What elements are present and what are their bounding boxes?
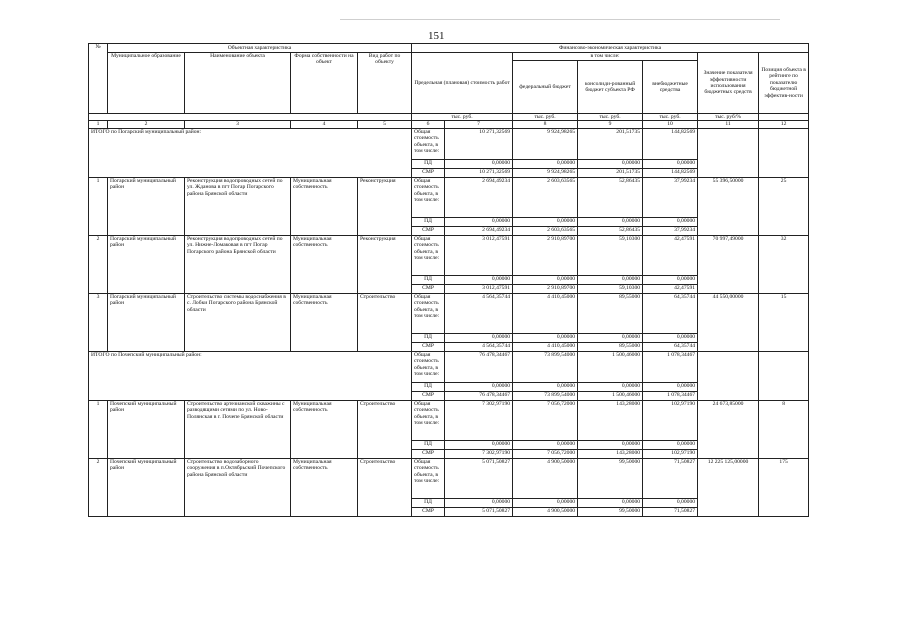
- column-number: 9: [578, 121, 643, 128]
- object-indicator: 55 396,50000: [698, 177, 759, 235]
- value-cell: 76 478,34467: [445, 351, 513, 382]
- value-cell: 0,00000: [445, 333, 513, 342]
- value-cell: 59,10300: [578, 284, 643, 293]
- object-indicator: 44 550,00000: [698, 293, 759, 351]
- column-number: 1: [89, 121, 108, 128]
- value-cell: 201,51735: [578, 168, 643, 177]
- value-cell: 0,00000: [445, 217, 513, 226]
- table-row: [89, 400, 809, 440]
- empty-cell: [759, 351, 809, 400]
- value-cell: 1 078,34467: [643, 391, 698, 400]
- value-cell: 0,00000: [643, 275, 698, 284]
- value-cell: 0,00000: [643, 217, 698, 226]
- value-cell: 89,55000: [578, 293, 643, 333]
- row-label-pd: ПД: [412, 382, 445, 391]
- value-cell: 4 900,50000: [513, 507, 578, 516]
- object-number: 2: [89, 235, 108, 293]
- header-consolidated: консолиди-рованный бюджет субъекта РФ: [578, 61, 643, 114]
- value-cell: 64,35744: [643, 293, 698, 333]
- value-cell: 9 924,98265: [513, 168, 578, 177]
- column-number: 12: [759, 121, 809, 128]
- value-cell: 1 500,46000: [578, 351, 643, 382]
- object-ownership: Муниципальная собственность: [291, 458, 358, 516]
- object-work-type: Строительство: [358, 458, 412, 516]
- value-cell: 2 694,49234: [445, 226, 513, 235]
- table-row: [89, 293, 809, 333]
- unit-cell: тыс. руб/%: [698, 114, 759, 121]
- value-cell: 0,00000: [578, 159, 643, 168]
- value-cell: 0,00000: [643, 382, 698, 391]
- value-cell: 102,97190: [643, 449, 698, 458]
- value-cell: 143,28000: [578, 449, 643, 458]
- object-name: Строительство системы водоснабжения в с. Лобки Погарского района Брянской области: [185, 293, 291, 351]
- value-cell: 0,00000: [578, 275, 643, 284]
- group-total-title: ИТОГО по Погарский муниципальный район:: [89, 128, 412, 177]
- object-work-type: Реконструкция: [358, 235, 412, 293]
- object-name: Строительство артезианской скважины с разводящими сетями по ул. Ново-Полянская в г. Почепе Брянской области: [185, 400, 291, 458]
- header-ownership: Форма собственности на объект: [291, 53, 358, 114]
- value-cell: 102,97190: [643, 400, 698, 440]
- value-cell: 4 564,35744: [445, 342, 513, 351]
- value-cell: 0,00000: [513, 159, 578, 168]
- value-cell: 2 910,89700: [513, 235, 578, 275]
- empty-cell: [698, 128, 759, 177]
- object-indicator: 24 673,85000: [698, 400, 759, 458]
- value-cell: 201,51735: [578, 128, 643, 159]
- column-number: 4: [291, 121, 358, 128]
- value-cell: 42,47591: [643, 235, 698, 275]
- row-label-pd: ПД: [412, 498, 445, 507]
- column-number: 8: [513, 121, 578, 128]
- object-municipality: Почепский муниципальный район: [108, 400, 185, 458]
- object-name: Реконструкция водопроводных сетей по ул. Жданова в пгт Погар Погарского района Брянской области: [185, 177, 291, 235]
- object-rank: 25: [759, 177, 809, 235]
- value-cell: 0,00000: [643, 440, 698, 449]
- row-label-pd: ПД: [412, 275, 445, 284]
- row-label-smr: СМР: [412, 226, 445, 235]
- value-cell: 52,86435: [578, 177, 643, 217]
- column-number: 5: [358, 121, 412, 128]
- unit-cell: тыс. руб.: [412, 114, 513, 121]
- column-number: 10: [643, 121, 698, 128]
- row-label-pd: ПД: [412, 159, 445, 168]
- object-number: 2: [89, 458, 108, 516]
- value-cell: 42,47591: [643, 284, 698, 293]
- value-cell: 7 302,97190: [445, 449, 513, 458]
- row-label-smr: СМР: [412, 449, 445, 458]
- value-cell: 0,00000: [513, 275, 578, 284]
- table-row: [89, 235, 809, 275]
- row-label-total: Общая стоимость объекта, в том числе:: [412, 351, 445, 382]
- value-cell: 10 271,32569: [445, 168, 513, 177]
- value-cell: 7 056,72000: [513, 449, 578, 458]
- row-label-total: Общая стоимость объекта, в том числе:: [412, 293, 445, 333]
- value-cell: 71,50827: [643, 458, 698, 498]
- value-cell: 7 056,72000: [513, 400, 578, 440]
- object-ownership: Муниципальная собственность: [291, 235, 358, 293]
- value-cell: 4 410,45000: [513, 342, 578, 351]
- column-number: 2: [108, 121, 185, 128]
- object-municipality: Почепский муниципальный район: [108, 458, 185, 516]
- value-cell: 10 271,32569: [445, 128, 513, 159]
- object-name: Строительство водозаборного сооружения в п.Октябрьский Почепского района Брянской области: [185, 458, 291, 516]
- row-label-smr: СМР: [412, 342, 445, 351]
- value-cell: 0,00000: [513, 498, 578, 507]
- object-municipality: Погарский муниципальный район: [108, 235, 185, 293]
- column-number: 3: [185, 121, 291, 128]
- value-cell: 144,82569: [643, 168, 698, 177]
- value-cell: 4 900,50000: [513, 458, 578, 498]
- object-ownership: Муниципальная собственность: [291, 293, 358, 351]
- row-label-smr: СМР: [412, 168, 445, 177]
- value-cell: 143,28000: [578, 400, 643, 440]
- value-cell: 64,35744: [643, 342, 698, 351]
- value-cell: 0,00000: [513, 382, 578, 391]
- object-work-type: Строительство: [358, 400, 412, 458]
- object-rank: 32: [759, 235, 809, 293]
- object-work-type: Строительство: [358, 293, 412, 351]
- object-municipality: Погарский муниципальный район: [108, 293, 185, 351]
- header-finance-characteristics: Финансово-экономическая характеристика: [412, 44, 809, 53]
- header-municipality: Муниципальное образование: [108, 53, 185, 114]
- page-number: 151: [428, 30, 445, 42]
- object-rank: 15: [759, 293, 809, 351]
- object-ownership: Муниципальная собственность: [291, 400, 358, 458]
- header-rank: Позиция объекта в рейтинге по показателю бюджетной эффектив-ности: [759, 53, 809, 114]
- unit-cell: тыс. руб.: [513, 114, 578, 121]
- object-name: Реконструкция водопроводных сетей по ул. Нижне-Ломаковая в пгт Погар Погарского района Брянской области: [185, 235, 291, 293]
- value-cell: 1 078,34467: [643, 351, 698, 382]
- row-label-total: Общая стоимость объекта, в том числе:: [412, 458, 445, 498]
- table-row: [89, 458, 809, 498]
- value-cell: 73 899,54000: [513, 351, 578, 382]
- row-label-total: Общая стоимость объекта, в том числе:: [412, 128, 445, 159]
- value-cell: 0,00000: [445, 498, 513, 507]
- object-ownership: Муниципальная собственность: [291, 177, 358, 235]
- empty-cell: [759, 128, 809, 177]
- column-number: 7: [445, 121, 513, 128]
- object-indicator: 12 225 125,00000: [698, 458, 759, 516]
- table-row: [89, 128, 809, 159]
- object-number: 1: [89, 400, 108, 458]
- value-cell: 2 603,63565: [513, 226, 578, 235]
- value-cell: 0,00000: [445, 159, 513, 168]
- value-cell: 0,00000: [643, 159, 698, 168]
- value-cell: 37,99234: [643, 226, 698, 235]
- value-cell: 9 924,98265: [513, 128, 578, 159]
- value-cell: 71,50827: [643, 507, 698, 516]
- value-cell: 0,00000: [513, 333, 578, 342]
- value-cell: 4 410,45000: [513, 293, 578, 333]
- header-max-cost: Предельная (плановая) стоимость работ: [412, 53, 513, 114]
- value-cell: 0,00000: [578, 217, 643, 226]
- row-label-pd: ПД: [412, 217, 445, 226]
- value-cell: 37,99234: [643, 177, 698, 217]
- header-extrabudget: внебюджетные средства: [643, 61, 698, 114]
- column-number: 11: [698, 121, 759, 128]
- table-body: [89, 128, 809, 516]
- value-cell: 0,00000: [643, 333, 698, 342]
- object-number: 1: [89, 177, 108, 235]
- object-work-type: Реконструкция: [358, 177, 412, 235]
- object-indicator: 70 997,49000: [698, 235, 759, 293]
- value-cell: 2 694,49234: [445, 177, 513, 217]
- value-cell: 0,00000: [578, 498, 643, 507]
- value-cell: 0,00000: [643, 498, 698, 507]
- value-cell: 0,00000: [445, 382, 513, 391]
- row-label-pd: ПД: [412, 333, 445, 342]
- object-rank: 175: [759, 458, 809, 516]
- value-cell: 144,82569: [643, 128, 698, 159]
- row-label-smr: СМР: [412, 507, 445, 516]
- object-municipality: Погарский муниципальный район: [108, 177, 185, 235]
- value-cell: 52,86435: [578, 226, 643, 235]
- row-label-pd: ПД: [412, 440, 445, 449]
- row-label-smr: СМР: [412, 391, 445, 400]
- value-cell: 59,10300: [578, 235, 643, 275]
- value-cell: 0,00000: [578, 333, 643, 342]
- table-row: [89, 177, 809, 217]
- value-cell: 89,55000: [578, 342, 643, 351]
- value-cell: 0,00000: [578, 440, 643, 449]
- header-num: №: [89, 44, 108, 114]
- value-cell: 3 012,47591: [445, 235, 513, 275]
- empty-cell: [698, 351, 759, 400]
- header-work-type: Вид работ по объекту: [358, 53, 412, 114]
- value-cell: 0,00000: [578, 382, 643, 391]
- unit-cell: тыс. руб.: [643, 114, 698, 121]
- value-cell: 73 899,54000: [513, 391, 578, 400]
- value-cell: 99,50000: [578, 507, 643, 516]
- table-row: [89, 351, 809, 382]
- value-cell: 3 012,47591: [445, 284, 513, 293]
- value-cell: 76 478,34467: [445, 391, 513, 400]
- header-object-characteristics: Объектная характеристика: [108, 44, 412, 53]
- row-label-smr: СМР: [412, 284, 445, 293]
- group-total-title: ИТОГО по Почепский муниципальный район:: [89, 351, 412, 400]
- object-rank: 8: [759, 400, 809, 458]
- value-cell: 0,00000: [445, 275, 513, 284]
- header-indicator-value: Значение показателя эффективности использования бюджетных средств: [698, 53, 759, 114]
- row-label-total: Общая стоимость объекта, в том числе:: [412, 177, 445, 217]
- header-federal: федеральный бюджет: [513, 61, 578, 114]
- row-label-total: Общая стоимость объекта, в том числе:: [412, 400, 445, 440]
- value-cell: 2 910,89700: [513, 284, 578, 293]
- value-cell: 0,00000: [445, 440, 513, 449]
- value-cell: 2 603,63565: [513, 177, 578, 217]
- column-number: 6: [412, 121, 445, 128]
- scan-artifact-line: [340, 19, 780, 20]
- value-cell: 7 302,97190: [445, 400, 513, 440]
- row-label-total: Общая стоимость объекта, в том числе:: [412, 235, 445, 275]
- value-cell: 0,00000: [513, 440, 578, 449]
- object-number: 3: [89, 293, 108, 351]
- header-including: в том числе:: [513, 53, 698, 61]
- value-cell: 4 564,35744: [445, 293, 513, 333]
- header-object-name: Наименование объекта: [185, 53, 291, 114]
- value-cell: 99,50000: [578, 458, 643, 498]
- value-cell: 5 071,50827: [445, 507, 513, 516]
- value-cell: 0,00000: [513, 217, 578, 226]
- unit-cell: тыс. руб.: [578, 114, 643, 121]
- value-cell: 1 500,46000: [578, 391, 643, 400]
- financial-table: [88, 43, 809, 517]
- column-numbers-row: [89, 121, 809, 128]
- value-cell: 5 071,50827: [445, 458, 513, 498]
